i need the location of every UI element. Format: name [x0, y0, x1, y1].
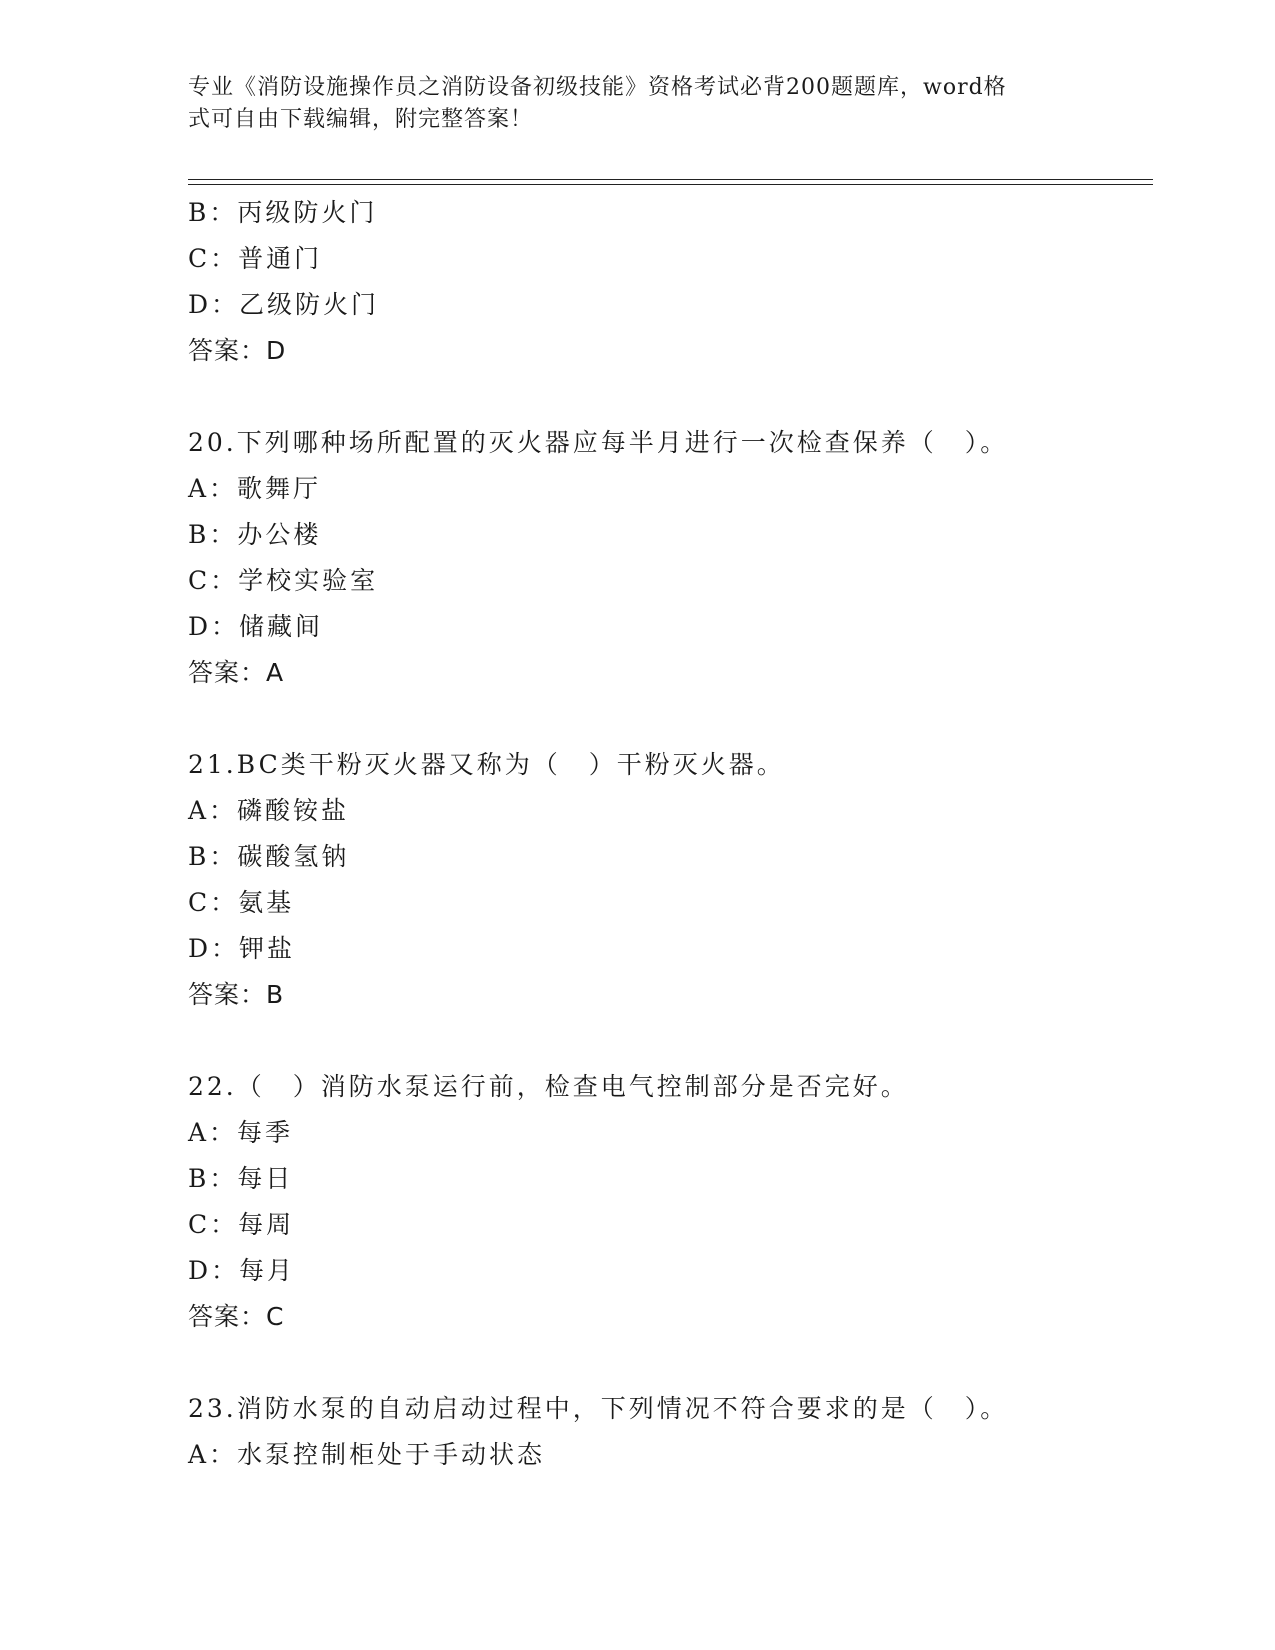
option-d: D：钾盐 — [188, 934, 296, 963]
question-title: 21.BC类干粉灭火器又称为（ ）干粉灭火器。 — [188, 750, 785, 779]
question-title: 20.下列哪种场所配置的灭火器应每半月进行一次检查保养（ ）。 — [188, 428, 1009, 457]
question-23 — [188, 1386, 1148, 1478]
option-d: D：储藏间 — [188, 612, 324, 641]
spacer — [188, 1340, 1148, 1386]
spacer — [188, 374, 1148, 420]
option-c: C：学校实验室 — [188, 566, 379, 595]
question-list — [188, 190, 1148, 1478]
answer: 答案：C — [188, 1302, 285, 1331]
option-c: C：每周 — [188, 1210, 295, 1239]
option-c: C：普通门 — [188, 244, 323, 273]
answer: 答案：D — [188, 336, 287, 365]
question-title: 22.（ ）消防水泵运行前，检查电气控制部分是否完好。 — [188, 1072, 909, 1101]
option-d: D：每月 — [188, 1256, 296, 1285]
option-d: D：乙级防火门 — [188, 290, 380, 319]
header-line-1: 专业《消防设施操作员之消防设备初级技能》资格考试必背200题题库，word格 — [188, 75, 1007, 100]
answer: 答案：B — [188, 980, 285, 1009]
option-a: A：水泵控制柜处于手动状态 — [188, 1440, 546, 1469]
option-a: A：磷酸铵盐 — [188, 796, 350, 825]
question-22 — [188, 1064, 1148, 1340]
option-b: B：每日 — [188, 1164, 294, 1193]
option-b: B：碳酸氢钠 — [188, 842, 350, 871]
prev-question — [188, 190, 1148, 374]
header-line-2: 式可自由下载编辑，附完整答案！ — [188, 107, 534, 132]
option-c: C：氨基 — [188, 888, 295, 917]
question-20 — [188, 420, 1148, 696]
option-b: B：办公楼 — [188, 520, 322, 549]
option-a: A：每季 — [188, 1118, 294, 1147]
spacer — [188, 1018, 1148, 1064]
option-a: A：歌舞厅 — [188, 474, 322, 503]
header-divider-bottom — [188, 184, 1153, 185]
document-header — [188, 72, 1068, 136]
header-divider-top — [188, 179, 1153, 180]
spacer — [188, 696, 1148, 742]
answer: 答案：A — [188, 658, 285, 687]
option-b: B：丙级防火门 — [188, 198, 378, 227]
question-title: 23.消防水泵的自动启动过程中，下列情况不符合要求的是（ ）。 — [188, 1394, 1009, 1423]
question-21 — [188, 742, 1148, 1018]
